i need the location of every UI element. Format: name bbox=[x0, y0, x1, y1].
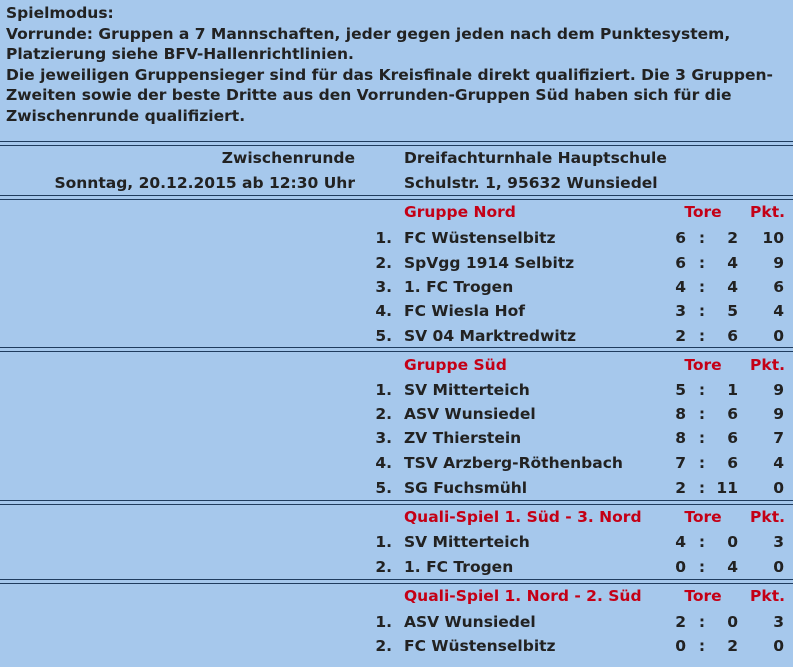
points: 3 bbox=[773, 613, 784, 631]
goals-for: 6 bbox=[675, 254, 686, 272]
goals-separator: : bbox=[698, 302, 706, 320]
divider bbox=[0, 347, 793, 352]
goals-for: 4 bbox=[675, 533, 686, 551]
divider bbox=[0, 195, 793, 200]
goals-against: 2 bbox=[727, 229, 738, 247]
rank: 5. bbox=[375, 327, 392, 345]
team-name: TSV Arzberg-Röthenbach bbox=[404, 454, 623, 472]
divider bbox=[0, 579, 793, 584]
goals-for: 7 bbox=[675, 454, 686, 472]
goals-separator: : bbox=[698, 229, 706, 247]
goals-for: 2 bbox=[675, 479, 686, 497]
points: 7 bbox=[773, 429, 784, 447]
intro-line: Die jeweiligen Gruppensieger sind für das Kreisfinale direkt qualifiziert. Die 3 Gruppen- bbox=[6, 65, 773, 84]
points: 0 bbox=[773, 558, 784, 576]
round-label: Zwischenrunde bbox=[221, 149, 355, 167]
goals-against: 1 bbox=[727, 381, 738, 399]
tore-header: Tore bbox=[684, 508, 722, 526]
tore-header: Tore bbox=[684, 356, 722, 374]
tore-header: Tore bbox=[684, 587, 722, 605]
intro-text bbox=[0, 0, 793, 126]
group-title: Quali-Spiel 1. Nord - 2. Süd bbox=[404, 587, 642, 605]
rank: 1. bbox=[375, 229, 392, 247]
group-title: Quali-Spiel 1. Süd - 3. Nord bbox=[404, 508, 642, 526]
goals-for: 8 bbox=[675, 429, 686, 447]
points: 9 bbox=[773, 381, 784, 399]
points: 4 bbox=[773, 302, 784, 320]
rank: 2. bbox=[375, 254, 392, 272]
goals-for: 8 bbox=[675, 405, 686, 423]
pkt-header: Pkt. bbox=[750, 356, 785, 374]
goals-separator: : bbox=[698, 429, 706, 447]
rank: 4. bbox=[375, 302, 392, 320]
goals-against: 4 bbox=[727, 558, 738, 576]
goals-against: 0 bbox=[727, 613, 738, 631]
rank: 2. bbox=[375, 405, 392, 423]
points: 0 bbox=[773, 479, 784, 497]
rank: 3. bbox=[375, 278, 392, 296]
goals-separator: : bbox=[698, 278, 706, 296]
rank: 2. bbox=[375, 637, 392, 655]
goals-against: 5 bbox=[727, 302, 738, 320]
goals-against: 4 bbox=[727, 254, 738, 272]
team-name: SG Fuchsmühl bbox=[404, 479, 528, 497]
goals-for: 3 bbox=[675, 302, 686, 320]
points: 4 bbox=[773, 454, 784, 472]
rank: 3. bbox=[375, 429, 392, 447]
goals-for: 0 bbox=[675, 558, 686, 576]
goals-against: 0 bbox=[727, 533, 738, 551]
goals-against: 6 bbox=[727, 405, 738, 423]
goals-for: 5 bbox=[675, 381, 686, 399]
goals-for: 2 bbox=[675, 327, 686, 345]
goals-against: 2 bbox=[727, 637, 738, 655]
group-title: Gruppe Süd bbox=[404, 356, 507, 374]
team-name: SV Mitterteich bbox=[404, 381, 530, 399]
points: 9 bbox=[773, 254, 784, 272]
venue-address: Schulstr. 1, 95632 Wunsiedel bbox=[404, 174, 658, 192]
divider bbox=[0, 141, 793, 146]
goals-against: 4 bbox=[727, 278, 738, 296]
goals-separator: : bbox=[698, 405, 706, 423]
goals-for: 6 bbox=[675, 229, 686, 247]
points: 10 bbox=[762, 229, 784, 247]
rank: 1. bbox=[375, 613, 392, 631]
goals-separator: : bbox=[698, 254, 706, 272]
intro-line: Vorrunde: Gruppen a 7 Mannschaften, jeder gegen jeden nach dem Punktesystem, bbox=[6, 24, 731, 43]
team-name: ASV Wunsiedel bbox=[404, 405, 536, 423]
team-name: SV Mitterteich bbox=[404, 533, 530, 551]
points: 3 bbox=[773, 533, 784, 551]
goals-against: 11 bbox=[716, 479, 738, 497]
goals-separator: : bbox=[698, 479, 706, 497]
team-name: FC Wüstenselbitz bbox=[404, 637, 556, 655]
goals-separator: : bbox=[698, 454, 706, 472]
goals-separator: : bbox=[698, 637, 706, 655]
goals-separator: : bbox=[698, 558, 706, 576]
points: 0 bbox=[773, 637, 784, 655]
goals-separator: : bbox=[698, 613, 706, 631]
pkt-header: Pkt. bbox=[750, 203, 785, 221]
points: 0 bbox=[773, 327, 784, 345]
intro-line: Zwischenrunde qualifiziert. bbox=[6, 106, 246, 125]
team-name: FC Wiesla Hof bbox=[404, 302, 526, 320]
rank: 1. bbox=[375, 381, 392, 399]
goals-separator: : bbox=[698, 327, 706, 345]
group-title: Gruppe Nord bbox=[404, 203, 516, 221]
divider bbox=[0, 500, 793, 505]
team-name: FC Wüstenselbitz bbox=[404, 229, 556, 247]
rank: 1. bbox=[375, 533, 392, 551]
goals-for: 2 bbox=[675, 613, 686, 631]
pkt-header: Pkt. bbox=[750, 587, 785, 605]
points: 9 bbox=[773, 405, 784, 423]
team-name: ASV Wunsiedel bbox=[404, 613, 536, 631]
intro-line: Zweiten sowie der beste Dritte aus den Vorrunden-Gruppen Süd haben sich für die bbox=[6, 86, 732, 104]
goals-separator: : bbox=[698, 381, 706, 399]
venue-name: Dreifachturnhale Hauptschule bbox=[404, 149, 667, 167]
goals-separator: : bbox=[698, 533, 706, 551]
rank: 5. bbox=[375, 479, 392, 497]
rank: 2. bbox=[375, 558, 392, 576]
team-name: SpVgg 1914 Selbitz bbox=[404, 254, 575, 272]
rank: 4. bbox=[375, 454, 392, 472]
goals-against: 6 bbox=[727, 454, 738, 472]
goals-for: 0 bbox=[675, 637, 686, 655]
team-name: 1. FC Trogen bbox=[404, 278, 514, 296]
team-name: ZV Thierstein bbox=[404, 429, 522, 447]
event-datetime: Sonntag, 20.12.2015 ab 12:30 Uhr bbox=[54, 174, 355, 192]
team-name: SV 04 Marktredwitz bbox=[404, 327, 577, 345]
tore-header: Tore bbox=[684, 203, 722, 221]
intro-line: Platzierung siehe BFV-Hallenrichtlinien. bbox=[6, 45, 354, 63]
points: 6 bbox=[773, 278, 784, 296]
goals-for: 4 bbox=[675, 278, 686, 296]
team-name: 1. FC Trogen bbox=[404, 558, 514, 576]
intro-heading: Spielmodus: bbox=[6, 4, 114, 22]
goals-against: 6 bbox=[727, 327, 738, 345]
goals-against: 6 bbox=[727, 429, 738, 447]
pkt-header: Pkt. bbox=[750, 508, 785, 526]
